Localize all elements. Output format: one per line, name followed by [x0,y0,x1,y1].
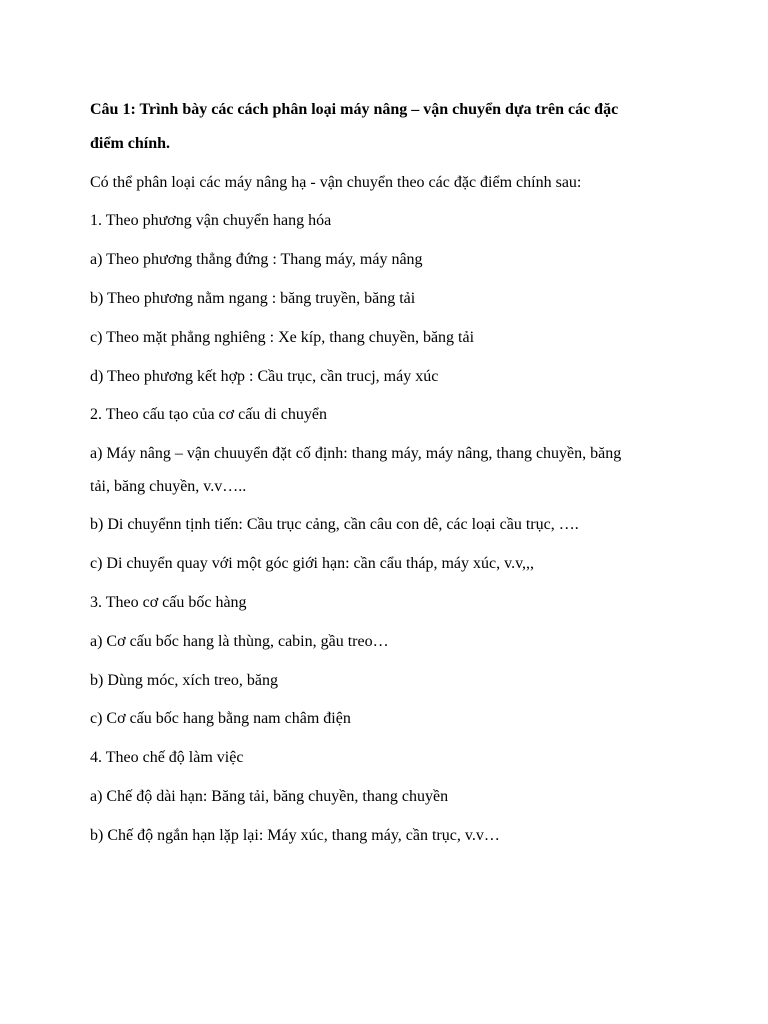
question-title-line-2: điểm chính. [90,135,171,152]
question-title-line-1: Câu 1: Trình bày các cách phân loại máy nâng – vận chuyển dựa trên các đặc [90,101,619,118]
section-heading-4: 4. Theo chế độ làm việc [90,749,244,766]
section-1-item-b: b) Theo phương nằm ngang : băng truyền, băng tải [90,290,416,307]
section-2-item-c: c) Di chuyển quay với một góc giới hạn: cần cẩu tháp, máy xúc, v.v,,, [90,555,535,572]
section-heading-3: 3. Theo cơ cấu bốc hàng [90,594,247,611]
section-2-item-b: b) Di chuyểnn tịnh tiến: Cầu trục cảng, cần câu con dê, các loại cầu trục, …. [90,516,579,533]
section-1-item-a: a) Theo phương thẳng đứng : Thang máy, máy nâng [90,251,423,268]
intro-paragraph: Có thể phân loại các máy nâng hạ - vận chuyển theo các đặc điểm chính sau: [90,174,582,191]
section-4-item-a: a) Chế độ dài hạn: Băng tải, băng chuyền, thang chuyền [90,788,449,805]
section-heading-1: 1. Theo phương vận chuyển hang hóa [90,212,332,229]
section-1-item-c: c) Theo mặt phẳng nghiêng : Xe kíp, thang chuyền, băng tải [90,329,475,346]
section-1-item-d: d) Theo phương kết hợp : Cầu trục, cần trucj, máy xúc [90,368,439,385]
section-heading-2: 2. Theo cấu tạo của cơ cấu di chuyển [90,406,327,423]
section-2-item-a-line-2: tải, băng chuyền, v.v….. [90,478,247,495]
section-3-item-c: c) Cơ cấu bốc hang bằng nam châm điện [90,710,351,727]
section-4-item-b: b) Chế độ ngắn hạn lặp lại: Máy xúc, thang máy, cần trục, v.v… [90,827,500,844]
section-3-item-a: a) Cơ cấu bốc hang là thùng, cabin, gầu treo… [90,633,389,650]
section-2-item-a-line-1: a) Máy nâng – vận chuuyển đặt cố định: thang máy, máy nâng, thang chuyền, băng [90,445,622,462]
section-3-item-b: b) Dùng móc, xích treo, băng [90,672,278,689]
